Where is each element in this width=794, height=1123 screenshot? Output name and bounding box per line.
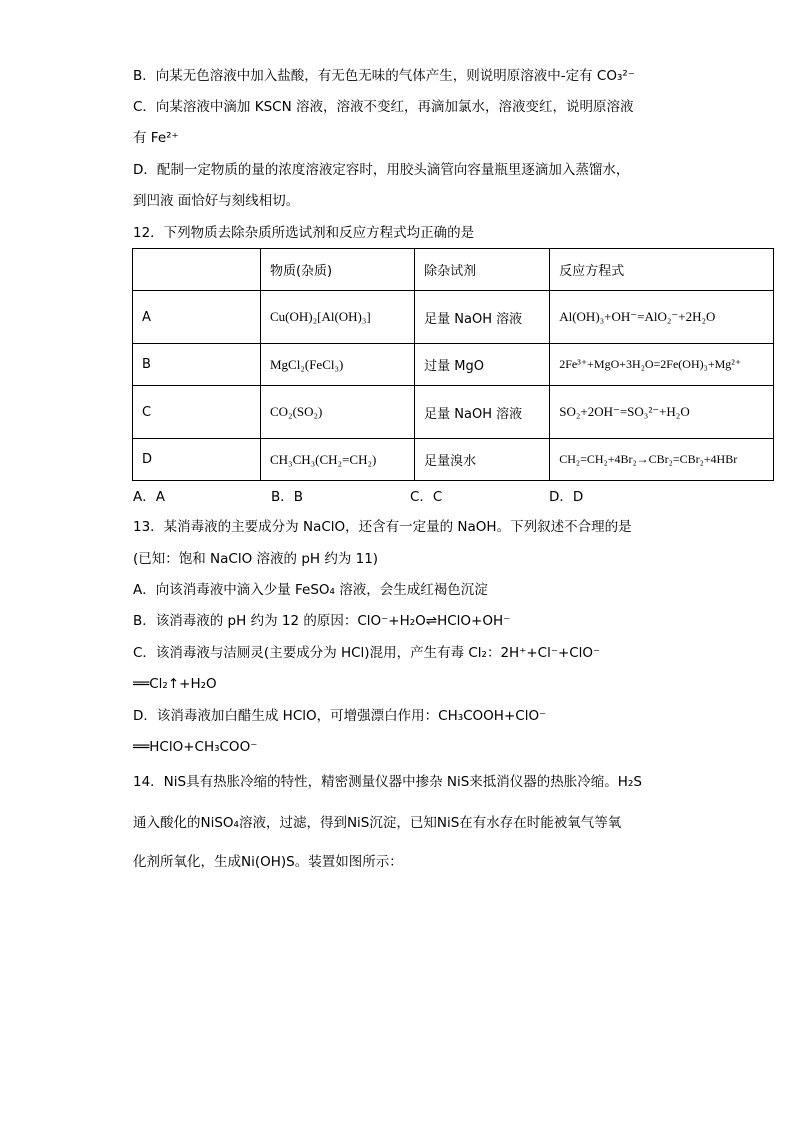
row-label: C: [133, 386, 261, 439]
row-substance: CO₂(SO₂): [260, 386, 414, 439]
row-reagent: 过量 MgO: [415, 344, 550, 386]
row-reagent: 足量 NaOH 溶液: [415, 386, 550, 439]
q12-option-c: C．C: [410, 489, 443, 505]
row-substance: MgCl₂(FeCl₃): [260, 344, 414, 386]
q14-line1: 14．NiS具有热胀冷缩的特性，精密测量仪器中掺杂 NiS来抵消仪器的热胀冷缩。H₂S: [133, 774, 642, 790]
q11-option-d-line2: 到凹液 面恰好与刻线相切。: [133, 193, 300, 209]
q13-option-b: B．该消毒液的 pH 约为 12 的原因：ClO⁻+H₂O⇌HClO+OH⁻: [133, 613, 511, 629]
header-reagent: 除杂试剂: [415, 249, 550, 291]
q13-option-d-line1: D．该消毒液加白醋生成 HClO，可增强漂白作用：CH₃COOH+ClO⁻: [133, 708, 547, 724]
q13-option-d-line2: ══HClO+CH₃COO⁻: [133, 739, 258, 755]
q11-option-c-line1: C．向某溶液中滴加 KSCN 溶液，溶液不变红，再滴加氯水，溶液变红，说明原溶液: [133, 99, 634, 115]
q12-option-b: B．B: [271, 489, 304, 505]
row-label: B: [133, 344, 261, 386]
table-header-row: [133, 249, 774, 291]
q11-option-b: B．向某无色溶液中加入盐酸，有无色无味的气体产生，则说明原溶液中-定有 CO₃²⁻: [133, 68, 635, 84]
q12-table: [132, 248, 774, 481]
q13-option-c-line1: C．该消毒液与洁厕灵(主要成分为 HCl)混用，产生有毒 Cl₂：2H⁺+Cl⁻+ClO⁻: [133, 645, 601, 661]
table-row: [133, 344, 774, 386]
q13-option-c-line2: ══Cl₂↑+H₂O: [133, 676, 217, 692]
header-substance: 物质(杂质): [260, 249, 414, 291]
row-equation: SO₂+2OH⁻=SO₃²⁻+H₂O: [550, 386, 774, 439]
row-equation: Al(OH)₃+OH⁻=AlO₂⁻+2H₂O: [550, 291, 774, 344]
table-row: [133, 386, 774, 439]
q11-option-d-line1: D．配制一定物质的量的浓度溶液定容时，用胶头滴管向容量瓶里逐滴加入蒸馏水，: [133, 162, 630, 178]
q13-note: (已知：饱和 NaClO 溶液的 pH 约为 11): [133, 551, 379, 567]
header-cell-blank: [133, 249, 261, 291]
row-label: A: [133, 291, 261, 344]
q11-option-c-line2: 有 Fe²⁺: [133, 130, 179, 146]
q14-line3: 化剂所氧化，生成Ni(OH)S。装置如图所示：: [133, 854, 403, 870]
q12-stem: 12．下列物质去除杂质所选试剂和反应方程式均正确的是: [133, 225, 475, 241]
q13-stem: 13．某消毒液的主要成分为 NaClO，还含有一定量的 NaOH。下列叙述不合理的是: [133, 519, 632, 535]
row-label: D: [133, 439, 261, 481]
row-substance: CH₃CH₃(CH₂=CH₂): [260, 439, 414, 481]
row-reagent: 足量 NaOH 溶液: [415, 291, 550, 344]
row-equation: 2Fe³⁺+MgO+3H₂O=2Fe(OH)₃+Mg²⁺: [550, 344, 774, 386]
q12-options: [133, 487, 693, 507]
q13-option-a: A．向该消毒液中滴入少量 FeSO₄ 溶液，会生成红褐色沉淀: [133, 582, 488, 598]
header-equation: 反应方程式: [550, 249, 774, 291]
q14-line2: 通入酸化的NiSO₄溶液，过滤，得到NiS沉淀，已知NiS在有水存在时能被氧气等氧: [133, 815, 622, 831]
row-equation: CH₂=CH₂+4Br₂→CBr₂=CBr₂+4HBr: [550, 439, 774, 481]
row-reagent: 足量溴水: [415, 439, 550, 481]
q12-option-a: A．A: [133, 489, 165, 505]
q12-option-d: D．D: [549, 489, 584, 505]
table-row: [133, 291, 774, 344]
row-substance: Cu(OH)₂[Al(OH)₃]: [260, 291, 414, 344]
table-row: [133, 439, 774, 481]
